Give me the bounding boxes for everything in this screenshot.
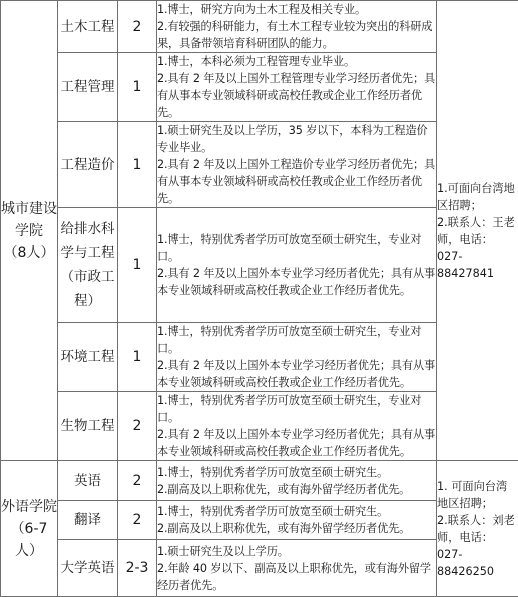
requirement-line: 1.博士，特别优秀者学历可放宽至硕士研究生。 [157, 503, 436, 520]
major-name: 英语 [58, 469, 117, 493]
requirement-line: 2.具有 2 年及以上国外工程管理专业学习经历者优先；具有从事本专业领域科研或高校任教或企业工作经历者优先。 [157, 70, 436, 121]
contact-phone: 027-88426250 [437, 546, 518, 580]
major-name: 给排水科 [58, 217, 117, 241]
major-cell [58, 461, 118, 501]
contact-cell-urban-construction [437, 1, 518, 461]
requirements-cell [157, 461, 437, 501]
major-name: 工程管理 [58, 75, 117, 99]
requirement-line: 1.博士，特别优秀者学历可放宽至硕士研究生。 [157, 464, 436, 481]
requirements-cell [157, 122, 437, 208]
requirement-line: 2.具有 2 年及以上国外工程造价专业学习经历者优先；具有从事本专业领域科研或高校任教或企业工作经历者优先。 [157, 156, 436, 207]
contact-line: 1. 可面向台湾 [437, 478, 518, 495]
count-cell: 2-3 [118, 540, 157, 597]
requirement-line: 1.硕士研究生及以上学历。 [157, 543, 436, 560]
requirement-line: 1.博士，研究方向为土木工程及相关专业。 [157, 1, 436, 18]
count-cell: 1 [118, 208, 157, 323]
requirement-line: 2.具有 2 年及以上国外本专业学习经历者优先；具有从事本专业领域科研或高校任教或企业工作经历者优先。 [157, 265, 436, 299]
requirements-cell [157, 53, 437, 122]
requirement-line: 2.副高及以上职称优先，或有海外留学经历者优先。 [157, 520, 436, 537]
major-cell [58, 1, 118, 53]
requirement-line: 2.具有 2 年及以上国外本专业学习经历者优先；具有从事本专业领域科研或高校任教或企业工作经历者优先。 [157, 357, 436, 391]
requirement-line: 2.副高及以上职称优先，或有海外留学经历者优先。 [157, 481, 436, 498]
count-cell: 2 [118, 501, 157, 540]
requirement-line: 1.硕士研究生及以上学历，35 岁以下，本科为工程造价专业毕业。 [157, 122, 436, 156]
requirements-cell [157, 540, 437, 597]
contact-line: 地区招聘； [437, 495, 518, 512]
contact-phone: 027-88427841 [437, 248, 518, 282]
contact-cell-foreign-languages [437, 461, 518, 597]
contact-line: 2.联系人：王老 [437, 214, 518, 231]
major-cell [58, 53, 118, 122]
table-row [1, 1, 518, 53]
contact-line: 1.可面向台湾地 [437, 180, 518, 197]
count-cell: 2 [118, 392, 157, 461]
major-name: 环境工程 [58, 345, 117, 369]
major-cell [58, 501, 118, 540]
requirement-line: 1.博士，特别优秀者学历可放宽至硕士研究生，专业对口。 [157, 323, 436, 357]
major-name: 翻译 [58, 508, 117, 532]
requirements-cell [157, 1, 437, 53]
requirements-cell [157, 501, 437, 540]
requirement-line: 1.博士，本科必须为工程管理专业毕业。 [157, 53, 436, 70]
major-cell [58, 122, 118, 208]
college-name-line: 外语学院 [1, 496, 57, 518]
count-cell: 2 [118, 461, 157, 501]
requirement-line: 1.博士，特别优秀者学历可放宽至硕士研究生，专业对口。 [157, 231, 436, 265]
major-cell [58, 323, 118, 392]
college-count-line: （6-7人） [1, 518, 57, 562]
college-cell-urban-construction [1, 1, 58, 461]
major-name: 生物工程 [58, 414, 117, 438]
major-cell [58, 540, 118, 597]
major-name: 学与工程 [58, 241, 117, 265]
count-cell: 2 [118, 1, 157, 53]
requirement-line: 2.年龄 40 岁以下、副高及以上职称优先，或有海外留学经历者优先。 [157, 560, 436, 594]
contact-line: 师，电话： [437, 529, 518, 546]
college-cell-foreign-languages [1, 461, 58, 597]
major-name: 工程造价 [58, 153, 117, 177]
requirements-cell [157, 323, 437, 392]
requirement-line: 1.博士，特别优秀者学历可放宽至硕士研究生，专业对口。 [157, 392, 436, 426]
count-cell: 1 [118, 53, 157, 122]
requirement-line: 2.有较强的科研能力，有土木工程专业较为突出的科研成果，具备带领培育科研团队的能力。 [157, 18, 436, 52]
count-cell: 1 [118, 323, 157, 392]
major-name: 土木工程 [58, 15, 117, 39]
college-name-line: 学院 [1, 220, 57, 242]
requirements-cell [157, 208, 437, 323]
contact-line: 师，电话： [437, 231, 518, 248]
contact-line: 2.联系人：刘老 [437, 512, 518, 529]
major-cell [58, 208, 118, 323]
college-count-line: （8人） [1, 242, 57, 264]
contact-line: 区招聘； [437, 197, 518, 214]
count-cell: 1 [118, 122, 157, 208]
major-cell [58, 392, 118, 461]
college-name-line: 城市建设 [1, 198, 57, 220]
requirements-cell [157, 392, 437, 461]
table-row [1, 461, 518, 501]
major-name: （市政工 [58, 265, 117, 289]
requirement-line: 2.具有 2 年及以上国外本专业学习经历者优先；具有从事本专业领域科研或高校任教或企业工作经历者优先。 [157, 426, 436, 460]
major-name: 程） [58, 289, 117, 313]
major-name: 大学英语 [58, 556, 117, 580]
